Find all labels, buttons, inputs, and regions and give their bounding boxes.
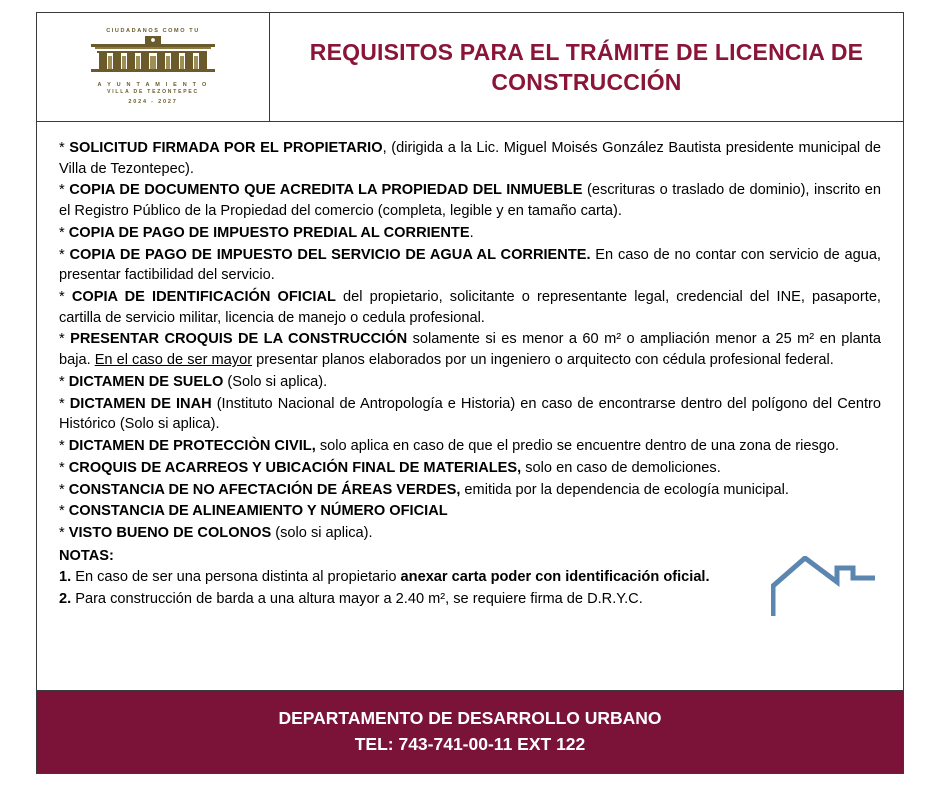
requirement-rest: (solo si aplica). <box>271 524 373 541</box>
note-item <box>59 589 881 610</box>
document-title: REQUISITOS PARA EL TRÁMITE DE LICENCIA DE CONSTRUCCIÓN <box>309 38 864 95</box>
document-sheet <box>36 12 904 774</box>
requirement-bullet: * <box>59 481 65 498</box>
requirement-item <box>59 223 881 244</box>
logo-cell <box>37 13 270 121</box>
note-number: 1. <box>59 569 72 586</box>
document-body <box>37 122 903 691</box>
requirement-item <box>59 458 881 479</box>
requirement-item <box>59 287 881 328</box>
note-strong: anexar carta poder con identificación oficial. <box>400 569 710 586</box>
note-text: Para construcción de barda a una altura mayor a 2.40 m², se requiere firma de D.R.Y.C. <box>71 591 643 608</box>
note-number: 2. <box>59 591 72 608</box>
requirement-strong: DICTAMEN DE INAH <box>69 395 212 412</box>
requirement-strong: CONSTANCIA DE ALINEAMIENTO Y NÚMERO OFICIAL <box>68 503 448 520</box>
requirement-bullet: * <box>59 289 65 306</box>
requirement-item <box>59 501 881 522</box>
town-hall-building-icon <box>89 36 217 80</box>
logo-years-text: 2024 - 2027 <box>128 98 178 105</box>
requirement-bullet: * <box>59 438 65 455</box>
requirement-item <box>59 523 881 544</box>
requirement-underlined: En el caso de ser mayor <box>94 352 253 369</box>
requirement-strong: COPIA DE IDENTIFICACIÓN OFICIAL <box>71 289 336 306</box>
requirement-item <box>59 436 881 457</box>
requirement-bullet: * <box>59 140 65 156</box>
requirement-strong: CROQUIS DE ACARREOS Y UBICACIÓN FINAL DE MATERIALES, <box>68 459 522 476</box>
requirement-rest: (Instituto Nacional de Antropología e Historia) en caso de encontrarse dentro del polígono del Centro Histórico (Solo si aplica). <box>59 395 881 433</box>
requirement-bullet: * <box>59 459 65 476</box>
note-text: En caso de ser una persona distinta al propietario <box>71 569 401 586</box>
requirement-strong: COPIA DE PAGO DE IMPUESTO DEL SERVICIO DE AGUA AL CORRIENTE. <box>69 246 591 263</box>
requirement-item <box>59 138 881 179</box>
document-footer <box>37 691 903 774</box>
requirement-bullet: * <box>59 524 65 541</box>
requirement-strong: DICTAMEN DE SUELO <box>68 373 224 390</box>
requirement-bullet: * <box>59 224 65 241</box>
requirement-item <box>59 394 881 435</box>
footer-phone: TEL: 743-741-00-11 EXT 122 <box>354 733 586 754</box>
requirement-rest: solamente si es menor a 60 m² o ampliación menor a 25 m² en planta baja. <box>59 331 881 369</box>
requirement-rest: solo aplica en caso de que el predio se encuentre dentro de una zona de riesgo. <box>315 438 840 455</box>
requirement-rest: . <box>469 224 474 241</box>
requirement-bullet: * <box>59 331 65 348</box>
requirement-rest: , (dirigida a la Lic. Miguel Moisés González Bautista presidente municipal de Villa de Tezontepec). <box>59 140 881 177</box>
requirement-bullet: * <box>59 246 65 263</box>
logo-place-text: VILLA DE TEZONTEPEC <box>107 88 199 95</box>
requirement-strong: DICTAMEN DE PROTECCIÒN CIVIL, <box>68 438 316 455</box>
requirement-item <box>59 329 881 370</box>
requirement-item <box>59 245 881 286</box>
requirement-strong: COPIA DE DOCUMENTO QUE ACREDITA LA PROPIEDAD DEL INMUEBLE <box>69 182 583 199</box>
requirement-item <box>59 372 881 393</box>
footer-department: DEPARTAMENTO DE DESARROLLO URBANO <box>278 707 662 728</box>
requirement-strong: PRESENTAR CROQUIS DE LA CONSTRUCCIÓN <box>70 331 408 348</box>
requirement-rest: emitida por la dependencia de ecología municipal. <box>460 481 789 498</box>
requirement-rest-2: presentar planos elaborados por un ingeniero o arquitecto con cédula profesional federal. <box>252 352 834 369</box>
requirement-item <box>59 480 881 501</box>
note-item <box>59 567 881 588</box>
logo-top-text: CIUDADANOS COMO TU <box>106 27 200 34</box>
document-header <box>37 13 903 122</box>
requirement-item <box>59 180 881 221</box>
logo-name-text: A Y U N T A M I E N T O <box>97 82 209 89</box>
requirement-rest: solo en caso de demoliciones. <box>521 459 721 476</box>
requirement-bullet: * <box>59 503 65 520</box>
municipal-logo <box>83 29 223 106</box>
notes-label: NOTAS: <box>59 547 114 564</box>
requirement-bullet: * <box>59 182 65 199</box>
requirement-rest: del propietario, solicitante o representante legal, credencial del INE, pasaporte, cartilla de servicio militar, licencia de manejo o cedula profesional. <box>59 289 881 326</box>
requirement-strong: CONSTANCIA DE NO AFECTACIÓN DE ÁREAS VERDES, <box>68 481 461 498</box>
requirement-strong: SOLICITUD FIRMADA POR EL PROPIETARIO <box>69 140 383 156</box>
requirement-bullet: * <box>59 373 65 390</box>
requirement-strong: VISTO BUENO DE COLONOS <box>68 524 272 541</box>
requirement-rest: En caso de no contar con servicio de agua, presentar factibilidad del servicio. <box>59 246 881 284</box>
title-cell <box>270 13 903 121</box>
requirement-rest: (escrituras o traslado de dominio), inscrito en el Registro Público de la Propiedad del comercio (completa, legible y en tamaño carta). <box>59 182 881 220</box>
requirement-strong: COPIA DE PAGO DE IMPUESTO PREDIAL AL CORRIENTE <box>68 224 470 241</box>
requirement-bullet: * <box>59 395 65 412</box>
requirement-rest: (Solo si aplica). <box>223 373 328 390</box>
